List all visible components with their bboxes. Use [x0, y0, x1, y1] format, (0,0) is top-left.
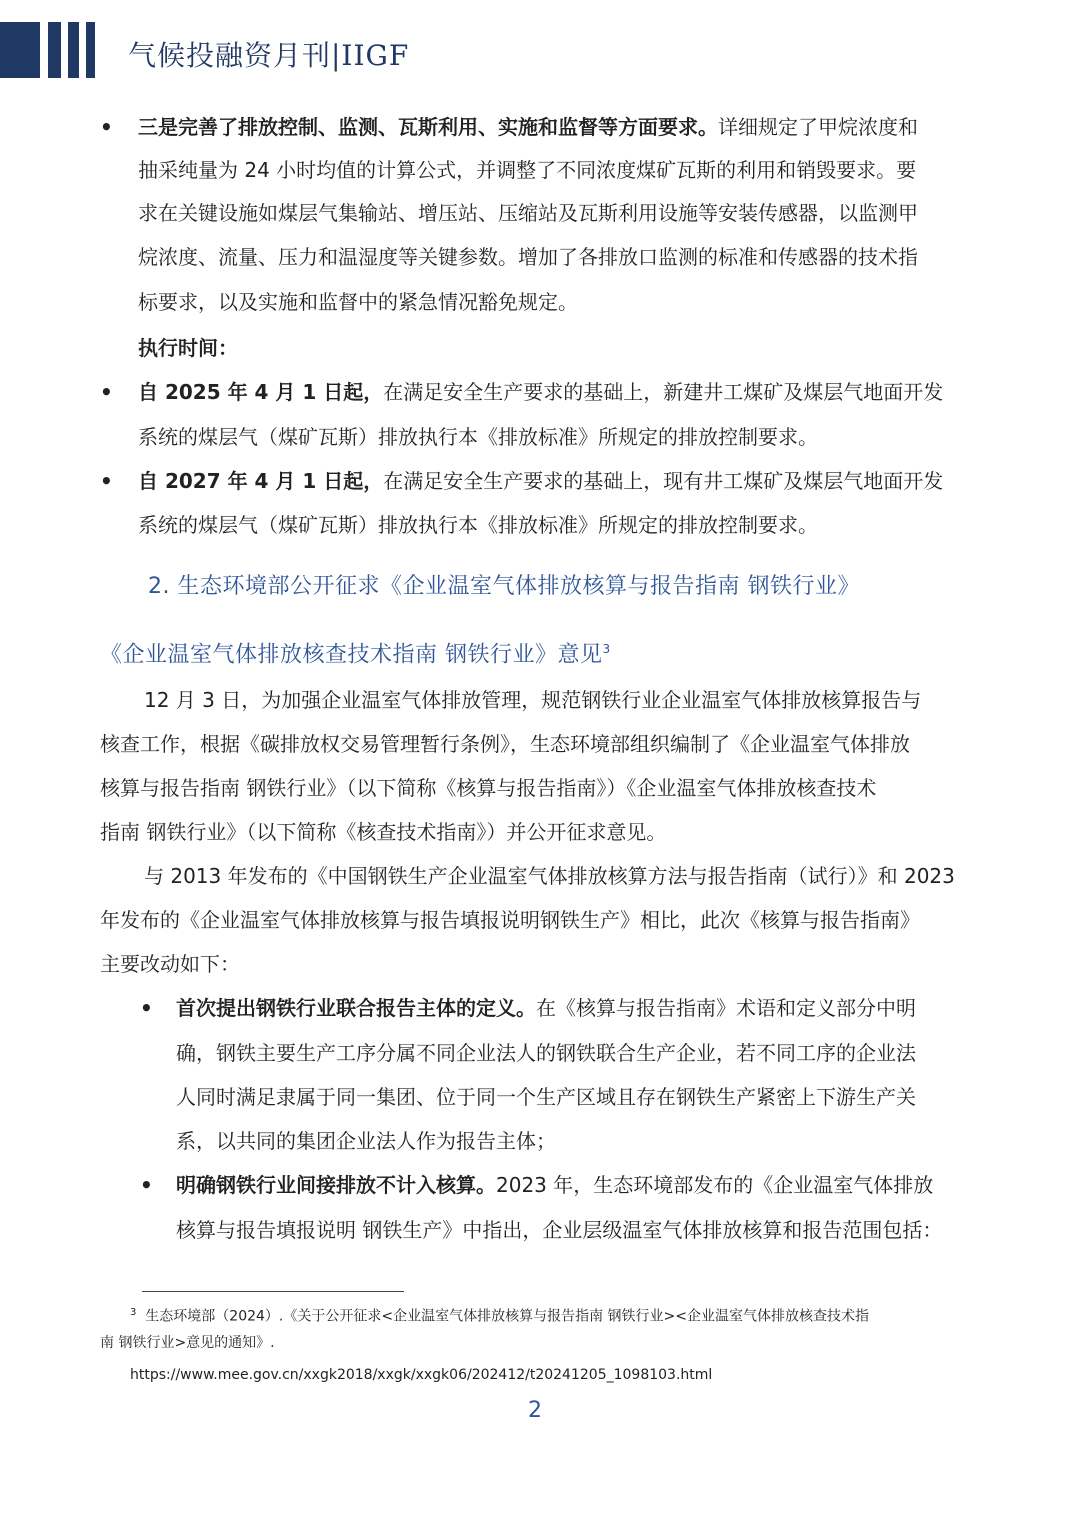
bullet-first-line [176, 994, 916, 1022]
exec-bullet-line: 系统的煤层气（煤矿瓦斯）排放执行本《排放标准》所规定的排放控制要求。 [138, 425, 818, 449]
paragraph-line: 12 月 3 日，为加强企业温室气体排放管理，规范钢铁行业企业温室气体排放核算报告与 [144, 688, 922, 712]
bullet-dot: • [100, 380, 113, 404]
bullet-text: 详细规定了甲烷浓度和 [718, 115, 918, 139]
bullet-line: 烷浓度、流量、压力和温湿度等关键参数。增加了各排放口监测的标准和传感器的技术指 [138, 245, 918, 269]
exec-bullet-line: 系统的煤层气（煤矿瓦斯）排放执行本《排放标准》所规定的排放控制要求。 [138, 513, 818, 537]
bullet-bold-text: 明确钢铁行业间接排放不计入核算。 [176, 1173, 496, 1197]
footnote-ref[interactable]: 3 [602, 642, 611, 656]
bullet-line: 标要求，以及实施和监督中的紧急情况豁免规定。 [138, 290, 578, 314]
exec-bullet-date: 自 2027 年 4 月 1 日起， [138, 469, 384, 493]
bullet-text: 2023 年，生态环境部发布的《企业温室气体排放 [496, 1173, 934, 1197]
paragraph-line: 指南 钢铁行业》（以下简称《核查技术指南》）并公开征求意见。 [100, 820, 667, 844]
bullet-dot: • [140, 996, 153, 1020]
paragraph-line: 核算与报告指南 钢铁行业》（以下简称《核算与报告指南》）《企业温室气体排放核查技术 [100, 776, 877, 800]
section-title-text: 《企业温室气体排放核查技术指南 钢铁行业》意见 [100, 642, 603, 668]
exec-bullet-line [138, 378, 943, 406]
exec-bullet-line [138, 467, 943, 495]
exec-bullet-text: 在满足安全生产要求的基础上，现有井工煤矿及煤层气地面开发 [383, 469, 944, 493]
bullet-line: 确，钢铁主要生产工序分属不同企业法人的钢铁联合生产企业，若不同工序的企业法 [176, 1041, 916, 1065]
bullet-dot: • [100, 115, 113, 139]
bullet-line: 求在关键设施如煤层气集输站、增压站、压缩站及瓦斯利用设施等安装传感器，以监测甲 [138, 201, 918, 225]
bullet-line: 系，以共同的集团企业法人作为报告主体； [176, 1129, 556, 1153]
bullet-first-line [138, 113, 918, 141]
paragraph-line: 主要改动如下： [100, 952, 240, 976]
section-title-line1: 2. 生态环境部公开征求《企业温室气体排放核算与报告指南 钢铁行业》 [148, 574, 860, 599]
bullet-dot: • [100, 469, 113, 493]
header-bar [86, 22, 95, 78]
exec-time-label: 执行时间： [138, 336, 238, 360]
bullet-line: 人同时满足隶属于同一集团、位于同一个生产区域且存在钢铁生产紧密上下游生产关 [176, 1085, 916, 1109]
bullet-bold-text: 首次提出钢铁行业联合报告主体的定义。 [176, 996, 536, 1020]
exec-bullet-date: 自 2025 年 4 月 1 日起， [138, 380, 384, 404]
paragraph-line: 年发布的《企业温室气体排放核算与报告填报说明钢铁生产》相比，此次《核算与报告指南》 [100, 908, 920, 932]
paragraph-line: 与 2013 年发布的《中国钢铁生产企业温室气体排放核算方法与报告指南（试行）》和 2023 [144, 864, 955, 888]
bullet-bold-text: 三是完善了排放控制、监测、瓦斯利用、实施和监督等方面要求。 [138, 115, 718, 139]
page-number: 2 [528, 1398, 542, 1423]
header-title: 气候投融资月刊|IIGF [128, 39, 410, 72]
header-bar [48, 22, 61, 78]
bullet-dot: • [140, 1173, 153, 1197]
footnote-url-link[interactable]: https://www.mee.gov.cn/xxgk2018/xxgk/xxgk06/202412/t20241205_1098103.html [130, 1367, 713, 1383]
section-title-line2 [100, 634, 611, 670]
exec-bullet-text: 在满足安全生产要求的基础上，新建井工煤矿及煤层气地面开发 [383, 380, 944, 404]
paragraph-line: 核查工作，根据《碳排放权交易管理暂行条例》，生态环境部组织编制了《企业温室气体排放 [100, 732, 910, 756]
bullet-first-line [176, 1171, 933, 1199]
header-bar [68, 22, 79, 78]
bullet-line: 抽采纯量为 24 小时均值的计算公式，并调整了不同浓度煤矿瓦斯的利用和销毁要求。要 [138, 158, 917, 182]
header-bar [0, 22, 40, 78]
footnote-line: 南 钢铁行业>意见的通知》. [100, 1335, 275, 1351]
footnote-line [130, 1303, 869, 1327]
footnote-divider [142, 1291, 404, 1292]
bullet-line: 核算与报告填报说明 钢铁生产》中指出，企业层级温室气体排放核算和报告范围包括： [176, 1218, 943, 1242]
bullet-text: 在《核算与报告指南》术语和定义部分中明 [536, 996, 916, 1020]
footnote-text: 生态环境部（2024）.《关于公开征求<企业温室气体排放核算与报告指南 钢铁行业><企业温室气体排放核查技术指 [145, 1308, 869, 1325]
footnote-number: 3 [130, 1307, 137, 1318]
